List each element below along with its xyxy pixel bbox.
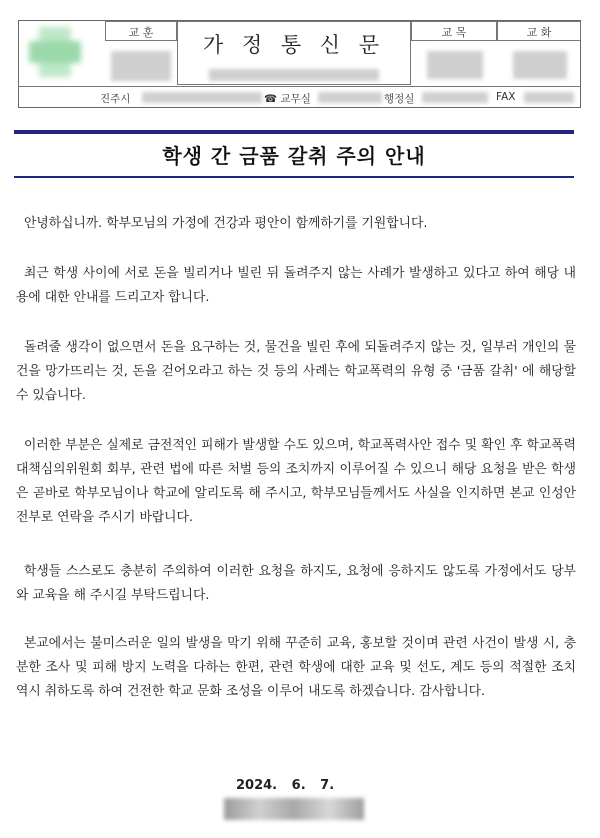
school-name-redacted: [209, 69, 379, 81]
fax-number-redacted: [524, 92, 574, 103]
paragraph-greeting: 안녕하십니까. 학부모님의 가정에 건강과 평안이 함께하기를 기원합니다.: [24, 216, 428, 231]
issue-date: 2024. 6. 7.: [236, 778, 335, 793]
paragraph-examples: 돌려줄 생각이 없으면서 돈을 요구하는 것, 물건을 빌린 후에 되돌려주지 않는 것, 일부러 개인의 물건을 망가뜨리는 것, 돈을 걷어오라고 하는 것 등의 사례는 학교폭력의 유형 중 '금품 갈취' 에 해당할 수 있습니다.: [16, 340, 576, 403]
motto-label: 교 훈: [128, 26, 154, 39]
admin-phone-label: 행정실: [384, 93, 415, 105]
paragraph-intro: 최근 학생 사이에 서로 돈을 빌리거나 빌린 뒤 돌려주지 않는 사례가 발생하고 있다고 하여 해당 내용에 대한 안내를 드리고자 합니다.: [16, 266, 576, 305]
office-phone-redacted: [318, 92, 382, 103]
tree-image-redacted: [427, 51, 483, 79]
flower-image-redacted: [513, 51, 567, 79]
address-redacted: [142, 92, 262, 103]
paragraph-closing: 본교에서는 불미스러운 일의 발생을 막기 위해 꾸준히 교육, 홍보할 것이며 관련 사건이 발생 시, 충분한 조사 및 피해 방지 노력을 다하는 한편, 관련 학생에 대한 교육 및 선도, 계도 등의 적절한 조치 역시 취하도록 하여 건전한 학교 문화 조성을 이루어 내도록 하겠습니다. 감사합니다.: [16, 636, 576, 699]
title-rule-top: [14, 130, 574, 134]
document-title: 학생 간 금품 갈취 주의 안내: [162, 144, 426, 168]
location-text: 진주시: [100, 93, 131, 105]
flower-label: 교 화: [526, 26, 552, 39]
contact-row: [18, 86, 581, 109]
tree-label: 교 목: [441, 26, 467, 39]
motto-text-redacted: [111, 51, 171, 81]
paragraph-consequences: 이러한 부분은 실제로 금전적인 피해가 발생할 수도 있으며, 학교폭력사안 접수 및 확인 후 학교폭력대책심의위원회 회부, 관련 법에 따른 처벌 등의 조치까지 이루어질 수 있으니 해당 요청을 받은 학생은 곧바로 학부모님이나 학교에 알리도록 해 주시고, 학부모님들께서도 사실을 인지하면 본교 인성안전부로 연락을 주시기 바랍니다.: [16, 438, 576, 525]
principal-signature-redacted: [224, 798, 364, 820]
fax-label: FAX: [496, 91, 516, 103]
admin-phone-redacted: [422, 92, 488, 103]
school-logo: [29, 27, 81, 77]
paragraph-request: 학생들 스스로도 충분히 주의하여 이러한 요청을 하지도, 요청에 응하지도 않도록 가정에서도 당부와 교육을 해 주시길 부탁드립니다.: [16, 564, 576, 603]
title-rule-bottom: [14, 176, 574, 178]
newsletter-title: 가 정 통 신 문: [202, 33, 386, 57]
office-phone-label: ☎ 교무실: [264, 93, 311, 105]
